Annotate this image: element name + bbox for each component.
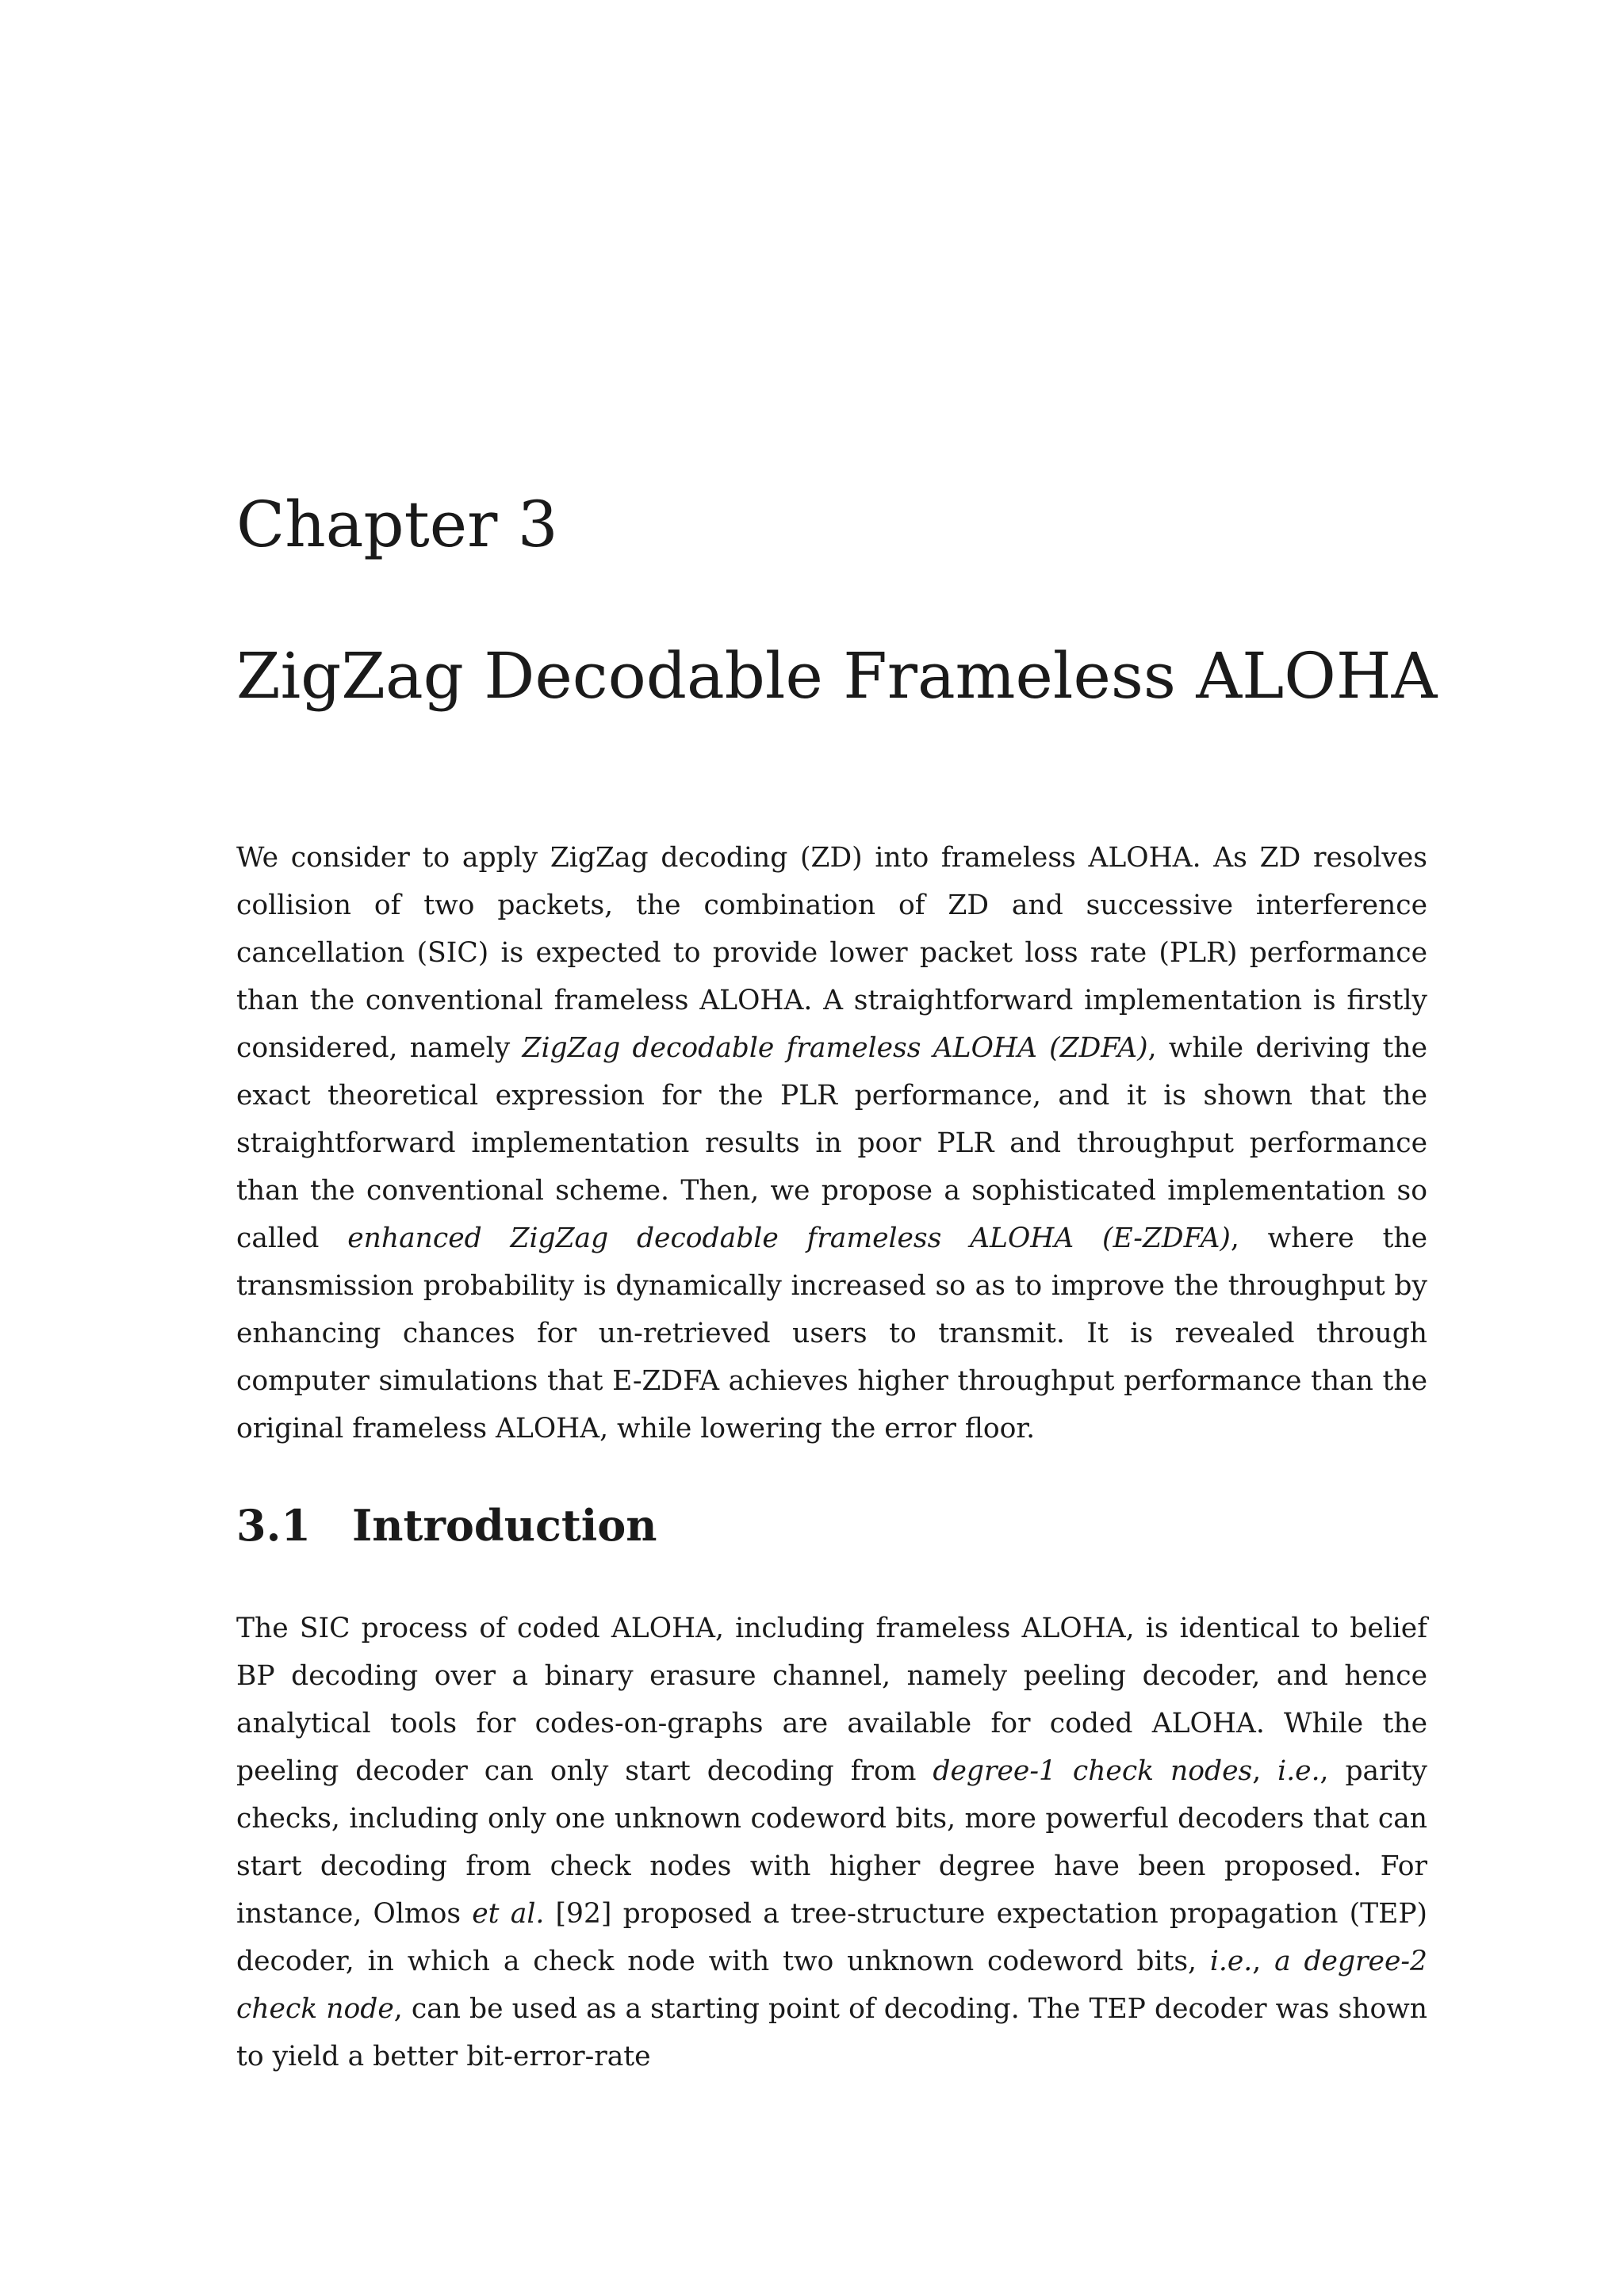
section-heading (236, 1500, 657, 1551)
intro-term-degree2: a degree-2 check node (236, 1946, 1427, 2025)
abstract-paragraph (236, 834, 1427, 1452)
intro-paragraph (236, 1605, 1427, 2080)
intro-text-1: The SIC process of coded ALOHA, including frameless ALOHA, is identical to belief BP decoding over a binary erasure channel, namely peeling decoder, and hence analytical tools for codes-on-graphs are available for coded ALOHA. While the peeling decoder can only start decoding from (236, 1613, 1427, 1787)
chapter-label: Chapter 3 (236, 488, 558, 561)
intro-text-2: , (1252, 1755, 1278, 1787)
chapter-title: ZigZag Decodable Frameless ALOHA (236, 639, 1438, 713)
intro-text-6: , can be used as a starting point of decoding. The TEP decoder was shown to yield a better bit-error-rate (236, 1993, 1427, 2072)
intro-term-degree1: degree-1 check nodes (933, 1755, 1253, 1787)
abstract-text-1: We consider to apply ZigZag decoding (ZD) into frameless ALOHA. As ZD resolves collision of two packets, the combination of ZD and successive interference cancellation (SIC) is expected to provide lower packet loss rate (PLR) performance than the conventional frameless ALOHA. A straightforward implementation is firstly considered, namely (236, 842, 1427, 1064)
section-number: 3.1 (236, 1500, 311, 1551)
intro-term-etal: et al. (472, 1898, 545, 1930)
abstract-text-2: , while deriving the exact theoretical expression for the PLR performance, and it is shown that the straightforward implementation results in poor PLR and throughput performance than the conventional scheme. Then, we propose a sophisticated implementation so called (236, 1032, 1427, 1254)
intro-text-4: [92] proposed a tree-structure expectation propagation (TEP) decoder, in which a check node with two unknown codeword bits, (236, 1898, 1427, 1977)
intro-text-5: , (1252, 1946, 1275, 1977)
intro-text-3: , parity checks, including only one unknown codeword bits, more powerful decoders that can start decoding from check nodes with higher degree have been proposed. For instance, Olmos (236, 1755, 1427, 1930)
abstract-term-ezdfa: enhanced ZigZag decodable frameless ALOHA (E-ZDFA) (347, 1223, 1231, 1254)
intro-term-ie-2: i.e. (1209, 1946, 1253, 1977)
abstract-term-zdfa: ZigZag decodable frameless ALOHA (ZDFA) (522, 1032, 1148, 1064)
section-title: Introduction (352, 1500, 657, 1551)
intro-term-ie-1: i.e. (1277, 1755, 1320, 1787)
abstract-text-3: , where the transmission probability is dynamically increased so as to improve the throughput by enhancing chances for un-retrieved users to transmit. It is revealed through computer simulations that E-ZDFA achieves higher throughput performance than the original frameless ALOHA, while lowering the error floor. (236, 1223, 1427, 1445)
